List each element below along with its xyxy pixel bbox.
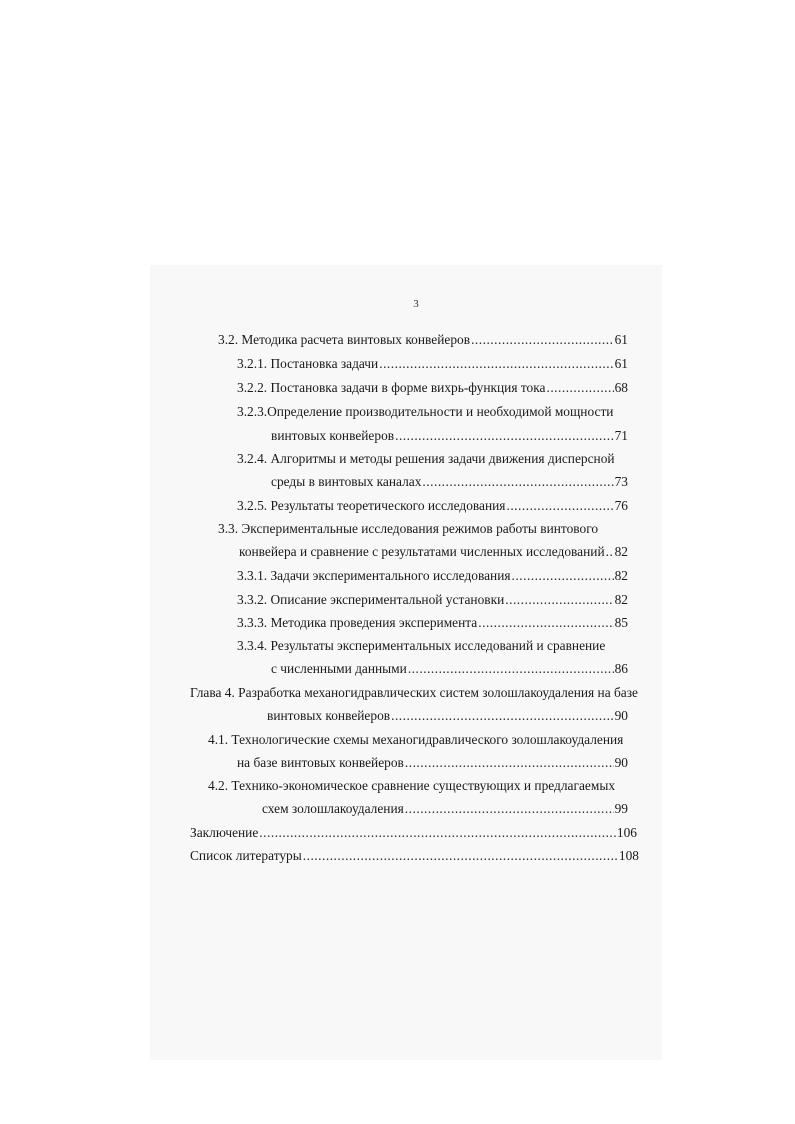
toc-entry-3-2-1[interactable]	[237, 356, 628, 372]
toc-entry-bibliography[interactable]	[190, 848, 639, 864]
toc-entry-continuation: конвейера и сравнение с результатами численных исследований	[239, 544, 605, 559]
toc-entry-label: 3.2. Методика расчета винтовых конвейеров	[218, 332, 471, 347]
toc-entry-4-2-line1[interactable]	[208, 778, 615, 794]
toc-entry-3-3-line1[interactable]	[218, 521, 598, 537]
toc-entry-page: 61	[614, 332, 628, 347]
toc-entry-continuation: среды в винтовых каналах	[271, 474, 422, 489]
toc-entry-page: 90	[614, 708, 628, 723]
toc-entry-4-2[interactable]	[262, 801, 628, 817]
toc-dot-leader	[471, 332, 614, 348]
toc-entry-label: 4.1. Технологические схемы механогидравлического золошлакоудаления	[208, 732, 624, 747]
toc-entry-page: 82	[614, 568, 628, 583]
toc-entry-label: Заключение	[190, 825, 259, 840]
toc-entry-page: 99	[614, 801, 628, 816]
toc-dot-leader	[606, 544, 614, 560]
toc-entry-page: 68	[614, 380, 628, 395]
toc-entry-page: 71	[614, 428, 628, 443]
toc-entry-page: 90	[614, 755, 628, 770]
toc-entry-continuation: винтовых конвейеров	[267, 708, 391, 723]
toc-entry-page: 108	[618, 848, 639, 863]
toc-entry-4-1[interactable]	[237, 755, 628, 771]
toc-entry-3-3[interactable]	[239, 544, 628, 560]
toc-dot-leader	[506, 498, 613, 514]
toc-entry-label: 3.2.3.Определение производительности и необходимой мощности	[237, 404, 614, 419]
toc-dot-leader	[395, 428, 614, 444]
toc-dot-leader	[391, 708, 614, 724]
toc-dot-leader	[546, 380, 613, 396]
toc-entry-label: 3.3.3. Методика проведения эксперимента	[237, 615, 478, 630]
toc-dot-leader	[405, 755, 614, 771]
toc-entry-3-3-4[interactable]	[271, 661, 628, 677]
toc-entry-page: 86	[614, 661, 628, 676]
toc-entry-label: 3.3.1. Задачи экспериментального исследования	[237, 568, 511, 583]
toc-entry-label: 3.3.2. Описание экспериментальной установки	[237, 592, 505, 607]
toc-entry-3-3-1[interactable]	[237, 568, 628, 584]
toc-entry-3-2-2[interactable]	[237, 380, 628, 396]
toc-entry-page: 73	[614, 474, 628, 489]
toc-dot-leader	[478, 615, 613, 631]
toc-entry-page: 61	[614, 356, 628, 371]
toc-entry-3-3-4-line1[interactable]	[237, 638, 605, 654]
toc-entry-chapter-4[interactable]	[267, 708, 628, 724]
toc-entry-page: 106	[616, 825, 637, 840]
toc-entry-label: 3.2.4. Алгоритмы и методы решения задачи движения дисперсной	[237, 451, 615, 466]
toc-entry-label: Список литературы	[190, 848, 302, 863]
toc-dot-leader	[379, 356, 613, 372]
toc-entry-page: 82	[614, 592, 628, 607]
toc-entry-3-2-4-line1[interactable]	[237, 451, 615, 467]
toc-entry-continuation: на базе винтовых конвейеров	[237, 755, 404, 770]
toc-dot-leader	[259, 825, 616, 841]
toc-entry-3-2[interactable]	[218, 332, 628, 348]
toc-entry-3-3-2[interactable]	[237, 592, 628, 608]
toc-entry-chapter-4-line1[interactable]	[190, 685, 638, 701]
toc-entry-label: 3.2.1. Постановка задачи	[237, 356, 379, 371]
toc-entry-page: 76	[614, 498, 628, 513]
toc-dot-leader	[505, 592, 613, 608]
toc-dot-leader	[422, 474, 613, 490]
toc-entry-continuation: винтовых конвейеров	[271, 428, 395, 443]
toc-entry-label: 3.2.5. Результаты теоретического исследования	[237, 498, 506, 513]
toc-entry-page: 85	[614, 615, 628, 630]
toc-entry-continuation: с численными данными	[271, 661, 407, 676]
toc-entry-conclusion[interactable]	[190, 825, 637, 841]
toc-entry-label: 3.3. Экспериментальные исследования режимов работы винтового	[218, 521, 599, 536]
toc-dot-leader	[303, 848, 618, 864]
toc-dot-leader	[512, 568, 614, 584]
page-number: 3	[413, 298, 419, 310]
toc-entry-page: 82	[614, 544, 628, 559]
toc-entry-label: 4.2. Технико-экономическое сравнение существующих и предлагаемых	[208, 778, 616, 793]
toc-entry-3-2-3[interactable]	[271, 428, 628, 444]
toc-entry-4-1-line1[interactable]	[208, 732, 623, 748]
toc-entry-label: 3.2.2. Постановка задачи в форме вихрь-функция тока	[237, 380, 546, 395]
toc-entry-3-2-5[interactable]	[237, 498, 628, 514]
toc-entry-continuation: схем золошлакоудаления	[262, 801, 404, 816]
toc-entry-3-2-3-line1[interactable]	[237, 404, 613, 420]
toc-dot-leader	[405, 801, 614, 817]
toc-entry-label: Глава 4. Разработка механогидравлических систем золошлакоудаления на базе	[190, 685, 638, 700]
toc-entry-3-2-4[interactable]	[271, 474, 628, 490]
toc-entry-3-3-3[interactable]	[237, 615, 628, 631]
toc-entry-label: 3.3.4. Результаты экспериментальных исследований и сравнение	[237, 638, 606, 653]
toc-dot-leader	[408, 661, 614, 677]
